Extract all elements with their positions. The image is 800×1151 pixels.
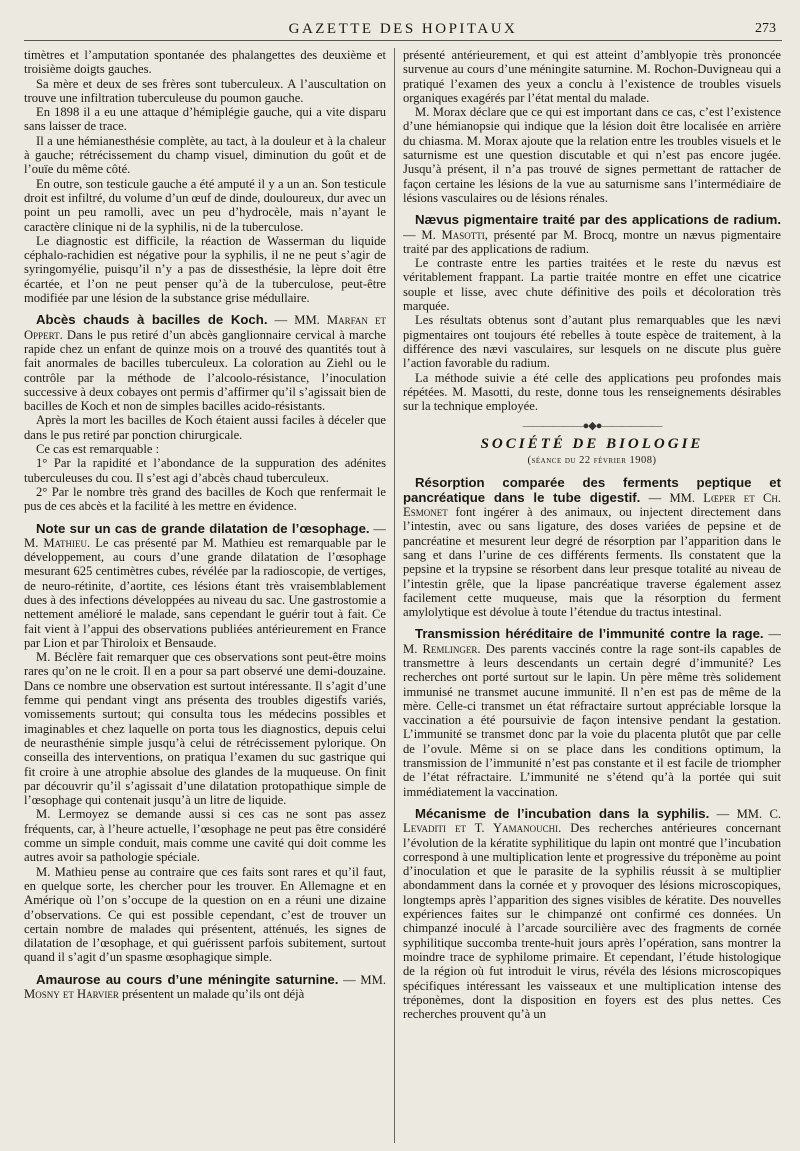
paragraph: Après la mort les bacilles de Koch étaient aussi faciles à déceler que dans le pus retiré par ponction chirurgicale. — [24, 413, 386, 442]
article-heading: Note sur un cas de grande dilatation de l’œsophage. — [36, 520, 370, 536]
article-authors: — MM. Marfan et Oppert. — [24, 313, 386, 342]
article-heading: Mécanisme de l’incubation dans la syphilis. — [415, 805, 710, 821]
running-title: GAZETTE DES HOPITAUX — [288, 21, 518, 37]
paragraph: Ce cas est remarquable : — [36, 442, 160, 457]
paragraph: présenté antérieurement, et qui est atteint d’amblyopie très prononcée survenue au cours d’une méningite saturnine. M. Rochon-Duvigneau qui a pratiqué l’examen des yeux a conclu à l’existence de troubles visuels organiques exagérés par l’état mental du malade. — [403, 48, 781, 105]
article-authors: — MM. Mosny et Harvier — [24, 972, 386, 1001]
article-heading: Nævus pigmentaire traité par des applications de radium. — [415, 212, 781, 228]
article-authors: — MM. C. Levaditi et T. Yamanouchi. — [403, 806, 781, 836]
section-ornament: ——————●◆●—————— — [522, 420, 662, 433]
article-authors: — MM. Lœper et Ch. Esmonet — [403, 490, 781, 520]
article-body: Dans le pus retiré d’un abcès ganglionnaire cervical à marche rapide chez un enfant de quinze mois on a trouvé des quantités tout à fait anormales de bacilles tuberculeux. La coloration au Ziehl ou le contrôle par la méthode de l’alcoolo-résistance, l’inoculation successive à deux cobayes ont permis d’affirmer qu’il s’agissait bien de bacilles de Koch et non de simples bacilles acido-résistants. — [24, 327, 386, 414]
section-date: (séance du 22 février 1908) — [527, 455, 657, 467]
article-abces — [24, 313, 386, 413]
paragraph: La méthode suivie a été celle des applications peu profondes mais répétées. M. Masotti, du reste, donne tous les renseignements désirables sur la technique employée. — [403, 370, 781, 414]
paragraph: 2° Par le nombre très grand des bacilles de Koch que renfermait le pus de ces abcès et la facilité à les mettre en évidence. — [24, 484, 386, 514]
article-oesophage — [24, 522, 386, 651]
article-heading: Amaurose au cours d’une méningite saturnine. — [36, 971, 339, 987]
article-heading: Abcès chauds à bacilles de Koch. — [36, 312, 268, 328]
paragraph: Il a une hémianesthésie complète, au tact, à la douleur et à la chaleur à gauche; rétrécissement du champ visuel, diminution du goût et de l’ouïe du même côté. — [24, 133, 386, 177]
article-naevus — [403, 213, 781, 256]
article-authors: — M. Masotti, — [403, 227, 488, 242]
paragraph: 1° Par la rapidité et l’abondance de la suppuration des adénites tuberculeuses du cou. Il s’est agi d’abcès chaud tuberculeux. — [24, 456, 386, 485]
article-heading: Résorption comparée des ferments peptique et pancréatique dans le tube digestif. — [403, 475, 781, 505]
article-body: Des recherches antérieures concernant l’évolution de la kératite syphilitique du lapin ont montré que l’incubation correspond à une multiplication lente et progressive du tréponème au point d’inoculation et que le parasite de la syphilis réussit à se multiplier abondamment dans la cornée et y provoquer des lésions microscopiques, longtemps après l’apparition des signes visibles de kératite. Des nouvelles expériences faites sur le chimpanzé ont confirmé ces données. Un chimpanzé inoculé à l’arcade sourcilière avec des fragments de cornée syphilitique succomba trente-huit jours après l’opération, sans montrer la moindre trace de syphilome primaire. Et cependant, l’étude histologique de la région où fut introduit le virus, révéla des lésions microscopiques spécifiques intéressant les vaisseaux et une multiplication intense des tréponèmes, dont la disposition en foyers est des plus nettes. Ces recherches prouvent qu’à un — [403, 821, 781, 1022]
article-body: Des parents vaccinés contre la rage sont-ils capables de transmettre à leurs descendants un certain degré d’immunité? Les recherches ont porté surtout sur le lapin. Un père même très solidement immunisé ne transmet aucune immunité. Il n’en est pas de même de la mère. Celle-ci transmet un état réfractaire surtout appréciable lorsque la vaccination a été poursuivie de façon intensive pendant la gestation. L’immunité se transmet donc par la voie du placenta plutôt que par celle de l’ovule. Même si on se place dans les conditions optimum, la transmission de l’immunité n’est pas constante et il est facile de triompher de l’état réfractaire. L’immunité ne s’étend qu’à la portée qui suit immédiatement la vaccination. — [403, 641, 781, 799]
article-heading: Transmission héréditaire de l’immunité contre la rage. — [415, 626, 764, 642]
paragraph: M. Mathieu pense au contraire que ces faits sont rares et qu’il faut, en quelque sorte, les chercher pour les trouver. En Allemagne et en Amérique où l’on s’occupe de la question on en a réuni une dizaine d’observations. Ce qui est possible cependant, c’est de trouver un certain nombre de malades qui présentent, atténués, les signes de dilatation de l’œsophage, et qui guérissent parfois subitement, surtout quand il s’agit d’un spasme œsophagique simple. — [24, 864, 386, 965]
section-title: SOCIÉTÉ DE BIOLOGIE — [480, 436, 704, 453]
article-amaurose — [24, 973, 386, 1002]
paragraph: M. Morax déclare que ce qui est important dans ce cas, c’est l’existence d’une hémianopsie qui indique que la lésion doit être localisée en arrière du chiasma. M. Morax ajoute que la relation entre les troubles visuels et le saturnisme est une question discutable et qui n’est pas encore jugée. Jusqu’à présent, il n’a pas trouvé de signes permettant de rattacher de façon certaine les lésions de la vue au saturnisme sans l’intermédiaire de lésions vasculaires ou de lésions rénales. — [403, 105, 781, 205]
paragraph: Les résultats obtenus sont d’autant plus remarquables que les nævi pigmentaires ont toujours été rebelles à toute espèce de traitement, à la différence des nævi vasculaires, sur lesquels on ne discute plus guère l’action favorable du radium. — [403, 313, 781, 371]
paragraph: Le diagnostic est difficile, la réaction de Wasserman du liquide céphalo-rachidien est négative pour la syphilis, il ne ne peut s’agir de syringomyélie, puisqu’il n’y a pas de dissesthésie, la lèpre doit être écartée, et l’on ne peut penser qu’à de la tuberculose, peut-être modifiée par une lésion de la substance grise médullaire. — [24, 233, 386, 306]
article-authors: — M. Remlinger. — [403, 627, 781, 656]
article-body: font ingérer à des animaux, ou injectent directement dans l’intestin, avec ou sans ligature, des doses variées de pepsine et de pancréatine et mesurent leur degré de résorption par l’apparition dans le sang et dans l’urine de ces différents ferments. Ils constatent que la pepsine et la trypsine se résorbent dans leur presque totalité au niveau de l’intestin grêle, que la lipase pancréatique traverse également assez facilement cette muqueuse, mais que la résorption du ferment amylolytique est dévolue à toute l’étendue du tractus intestinal. — [403, 505, 781, 620]
article-body: présentent un malade qu’ils ont déjà — [122, 987, 305, 1001]
paragraph: M. Lermoyez se demande aussi si ces cas ne sont pas assez fréquents, car, à l’heure actuelle, l’œsophage ne peut pas être considéré comme un simple conduit, mais comme une cavité qui doit comme les autres avoir sa pathologie spéciale. — [24, 807, 386, 865]
article-immunite — [403, 627, 781, 799]
paragraph: En outre, son testicule gauche a été amputé il y a un an. Son testicule droit est infiltré, du volume d’un œuf de dinde, douloureux, dur avec un point un peu ramolli, avec un peu d’hydrocèle, mais n’ayant le caractère clinique ni de la syphilis, ni de la tuberculose. — [24, 176, 386, 234]
article-authors: — M. Mathieu. — [24, 521, 386, 550]
column-divider — [394, 48, 395, 1143]
left-column — [24, 48, 386, 1151]
article-resorption — [403, 476, 781, 619]
page-number: 273 — [755, 21, 776, 36]
article-body: présenté par M. Brocq, montre un nævus pigmentaire traité par des applications de radium. — [403, 227, 781, 256]
article-body: Le cas présenté par M. Mathieu est remarquable par le développement, au cours d’une grande dilatation de l’œsophage mesurant 625 centimètres cubes, révélée par la radioscopie, de vertiges, de neuro-rétinite, d’aortite, ces lésions étant très vraisemblablement dues à des infections développées au niveau du sac. Une gastrostomie a nettement amélioré le malade, sans cependant le guérir tout à fait. Ce fait vient à l’appui des observations publiées antérieurement en France par Lion et par Thiroloix et Bensaude. — [24, 535, 386, 650]
paragraph: M. Béclère fait remarquer que ces observations sont peut-être moins rares qu’on ne le croit. Il en a pour sa part observé une demi-douzaine. Dans ce nombre une observation est surtout intéressante. Il s’agit d’une femme qui pendant vingt ans présenta des troubles digestifs variés, vomissements surtout; qui consulta tous les médecins possibles et imaginables et chez laquelle on porta tous les diagnostics, depuis celui de neurasthénie simple jusqu’à celui de rétrécissement pylorique. On conseilla des interventions, on pratiqua l’examen du suc gastrique qui fit croire à une atrophie absolue des glandes de la muqueuse. On finit par découvrir qu’il s’agissait d’une dilatation protopathique simple de l’œsophage qui contenait jusqu’à un litre de liquide. — [24, 650, 386, 808]
paragraph: timètres et l’amputation spontanée des phalangettes des deuxième et troisième doigts gauches. — [24, 48, 386, 77]
paragraph: Le contraste entre les parties traitées et le reste du nævus est véritablement frappant. La partie traitée montre en effet une cicatrice souple et lisse, avec chute définitive des poils et décoloration très marquée. — [403, 256, 781, 314]
right-column — [403, 48, 781, 1151]
paragraph: En 1898 il a eu une attaque d’hémiplégie gauche, qui a vite disparu sans laisser de trace. — [24, 105, 386, 134]
page-header — [24, 18, 782, 41]
paragraph: Sa mère et deux de ses frères sont tuberculeux. A l’auscultation on trouve une infiltration tuberculeuse du poumon gauche. — [24, 76, 386, 105]
article-syphilis — [403, 807, 781, 1021]
two-column-body — [24, 48, 782, 1151]
